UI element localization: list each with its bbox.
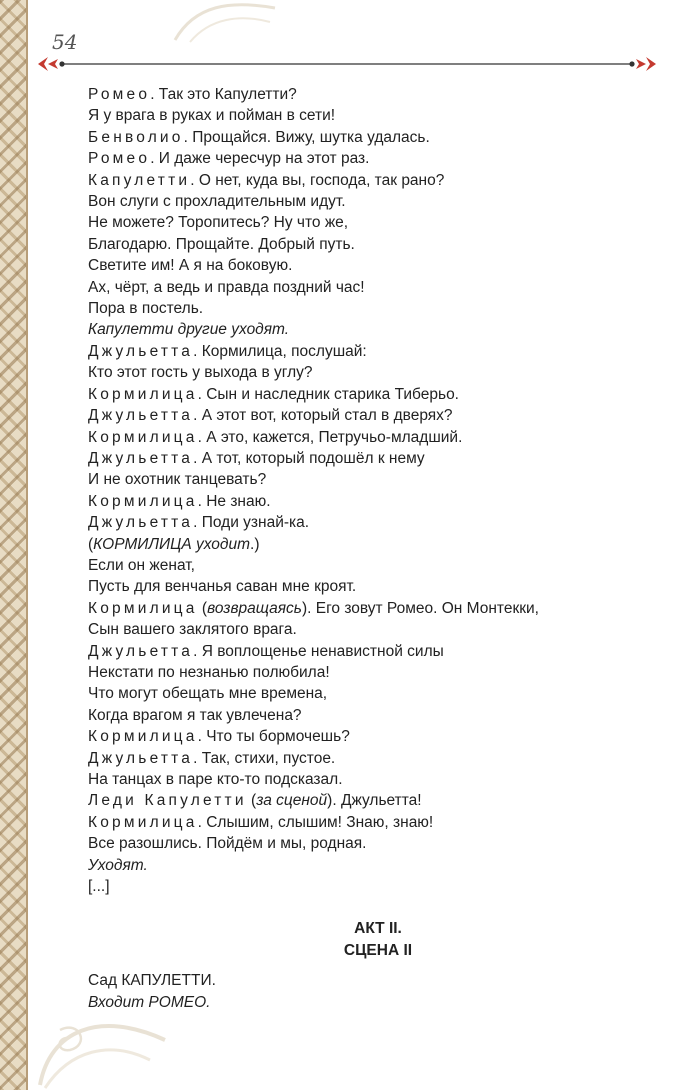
line-text: Вон слуги с прохладительным идут. (88, 193, 346, 211)
text-line (88, 598, 668, 619)
stage-direction: Капулетти другие уходят. (88, 321, 290, 339)
line-text: . Что ты бормочешь? (197, 728, 350, 746)
line-text: Благодарю. Прощайте. Добрый путь. (88, 235, 355, 253)
text-line (88, 405, 668, 426)
speaker-name: Ромео (88, 86, 151, 103)
line-text: Все разошлись. Пойдём и мы, родная. (88, 835, 367, 853)
text-line (88, 384, 668, 405)
text-line (88, 212, 668, 233)
text-line (88, 427, 668, 448)
text-line (88, 277, 668, 298)
text-line (88, 726, 668, 747)
text-line (88, 234, 668, 255)
text-line (88, 641, 668, 662)
line-text: . Поди узнай-ка. (193, 514, 310, 532)
line-text: Пусть для венчанья саван мне кроят. (88, 578, 357, 596)
line-text: Я у врага в руках и пойман в сети! (88, 107, 336, 125)
text-line (88, 855, 668, 876)
line-text: ). Его зовут Ромео. Он Монтекки, (301, 599, 539, 617)
line-text: . Сын и наследник старика Тиберьо. (197, 385, 459, 403)
text-line (88, 362, 668, 383)
line-text: [...] (88, 878, 110, 896)
text-line (88, 748, 668, 769)
line-text: . Не знаю. (197, 492, 271, 510)
speaker-name: Кормилица (88, 813, 198, 831)
speaker-name: Ромео (88, 150, 151, 168)
text-line (88, 790, 668, 811)
line-text: .) (250, 535, 260, 553)
ornament-swirl-top (170, 0, 280, 45)
line-text: Кто этот гость у выхода в углу? (88, 364, 313, 382)
stage-direction: Входит РОМЕО. (88, 994, 211, 1011)
speaker-name: Кормилица (88, 492, 198, 510)
speaker-name: Кормилица (88, 428, 198, 446)
line-text: Если он женат, (88, 556, 195, 574)
text-line (88, 683, 668, 704)
line-text: . А это, кажется, Петручьо-младший. (197, 428, 463, 446)
header-divider (38, 52, 656, 76)
speaker-name: Джульетта (88, 407, 194, 425)
speaker-name: Капулетти (88, 171, 191, 189)
line-text: Светите им! А я на боковую. (88, 257, 293, 275)
page-number: 54 (52, 30, 78, 54)
scene-heading: СЦЕНА II (343, 942, 413, 959)
text-line (88, 127, 668, 148)
speaker-name: Кормилица (88, 599, 198, 617)
line-text: . И даже чересчур на этот раз. (150, 150, 370, 168)
line-text: Ах, чёрт, а ведь и правда поздний час! (88, 278, 365, 296)
stage-direction: Уходят. (88, 856, 148, 874)
line-text: . А тот, который подошёл к нему (193, 449, 425, 467)
text-line (88, 170, 668, 191)
speaker-name: Джульетта (88, 514, 194, 532)
scene-setting-block (88, 970, 668, 1014)
text-line (88, 84, 668, 105)
speaker-name: Джульетта (88, 642, 194, 660)
stage-direction: КОРМИЛИЦА уходит (93, 535, 251, 553)
stage-direction: возвращаясь (207, 599, 302, 617)
text-line (88, 105, 668, 126)
speaker-name: Джульетта (88, 342, 194, 360)
fleuron-left-icon (38, 57, 65, 71)
speaker-name: Бенволио (88, 128, 184, 146)
line-text: . Кормилица, послушай: (193, 342, 367, 360)
text-line (88, 191, 668, 212)
speaker-name: Кормилица (88, 728, 198, 746)
text-line (88, 576, 668, 597)
text-line (88, 876, 668, 897)
text-line (88, 833, 668, 854)
line-text: На танцах в паре кто-то подсказал. (88, 771, 343, 788)
speaker-name: Леди Капулетти (88, 792, 247, 810)
text-line (88, 148, 668, 169)
act-heading: АКТ II. (354, 920, 402, 937)
line-text: И не охотник танцевать? (88, 471, 267, 489)
line-text: . А этот вот, который стал в дверях? (193, 407, 453, 425)
line-text: . Я воплощенье ненавистной силы (193, 642, 444, 660)
speaker-name: Джульетта (88, 749, 194, 767)
line-text: Когда врагом я так увлечена? (88, 706, 302, 724)
speaker-name: Джульетта (88, 449, 194, 467)
line-text: Что могут обещать мне времена, (88, 685, 328, 703)
line-text: ( (246, 792, 257, 810)
scene-setting: Сад КАПУЛЕТТИ. (88, 972, 216, 989)
fleuron-right-icon (629, 57, 656, 71)
text-line (88, 769, 668, 790)
stage-direction: за сценой (256, 792, 328, 810)
text-line (88, 619, 668, 640)
text-line (88, 662, 668, 683)
text-line (88, 341, 668, 362)
line-text: . О нет, куда вы, господа, так рано? (190, 171, 445, 189)
text-line (88, 298, 668, 319)
text-line (88, 705, 668, 726)
play-text (88, 84, 668, 897)
line-text: Сын вашего заклятого врага. (88, 621, 297, 639)
decorative-border (0, 0, 28, 1090)
line-text: Некстати по незнанью полюбила! (88, 663, 330, 681)
text-line (88, 319, 668, 340)
speaker-name: Кормилица (88, 385, 198, 403)
text-line (88, 534, 668, 555)
line-text: Не можете? Торопитесь? Ну что же, (88, 214, 349, 232)
text-line (88, 555, 668, 576)
text-line (88, 812, 668, 833)
text-line (88, 491, 668, 512)
line-text: . Прощайся. Вижу, шутка удалась. (183, 128, 430, 146)
line-text: ). Джульетта! (327, 792, 422, 810)
text-line (88, 448, 668, 469)
text-line (88, 512, 668, 533)
line-text: . Слышим, слышим! Знаю, знаю! (197, 813, 434, 831)
line-text: ( (197, 599, 208, 617)
text-line (88, 469, 668, 490)
line-text: Пора в постель. (88, 300, 204, 318)
line-text: ( (88, 535, 94, 553)
line-text: . Так, стихи, пустое. (193, 749, 336, 767)
text-line (88, 255, 668, 276)
line-text: . Так это Капулетти? (150, 86, 297, 103)
